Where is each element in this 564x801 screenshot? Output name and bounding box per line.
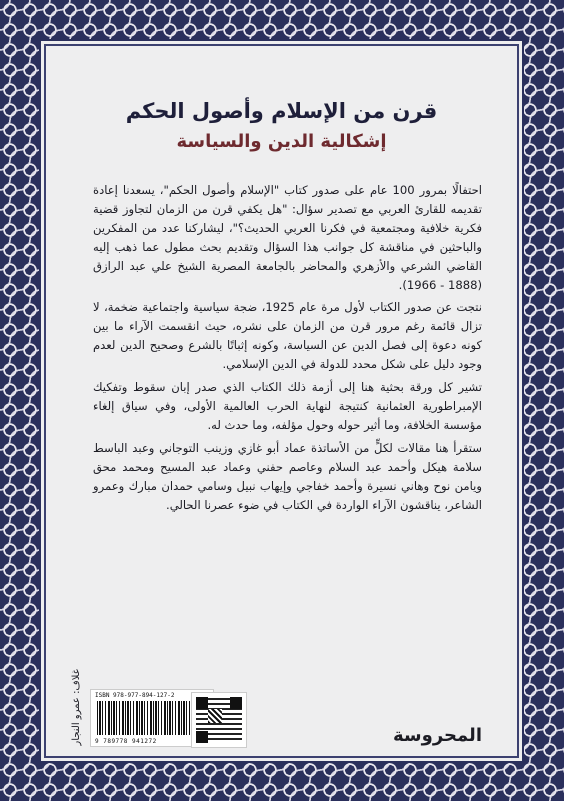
blurb-paragraph: نتجت عن صدور الكتاب لأول مرة عام 1925، ضجة سياسية واجتماعية ضخمة، لا تزال قائمة رغم مرور قرن من الزمان على نشره، حيث انقسمت الآراء ما بين كونه دعوة إلى فصل الدين عن السياسة، وكونه إثباتًا بالشرع وصحيح الدين لعدم وجود دليل على شكل محدد للدولة في الدين الإسلامي. <box>93 300 482 372</box>
publisher-logo: المحروسة <box>393 725 482 746</box>
qr-center-pattern <box>208 709 222 723</box>
book-title: قرن من الإسلام وأصول الحكم <box>125 99 438 123</box>
blurb-paragraph: تشير كل ورقة بحثية هنا إلى أزمة ذلك الكتاب الذي صدر إبان سقوط وتفكيك الإمبراطورية العثمانية كنتيجة لنهاية الحرب العالمية الأولى، وفي سياق إلغاء مؤسسة الخلافة، وما أثير حوله وحول مؤلفه، وما حدث له. <box>93 380 482 432</box>
isbn-label: ISBN 978-977-894-127-2 <box>95 692 175 699</box>
blurb-paragraph: ستقرأ هنا مقالات لكلٍّ من الأساتذة عماد أبو غازي وزينب التوجاني وعبد الباسط سلامة هيكل وأحمد عبد السلام وعاصم حفني وعماد عبد المسيح ومحمد محق ويامن نوح وهاني نسيرة وأحمد خفاجي وإيهاب نبيل وسامي حمدان مبارك وعمرو الشاعر، يناقشون الآراء الواردة في الكتاب في ضوء عصرنا الحالي. <box>93 440 482 512</box>
qr-code <box>191 692 247 748</box>
text-panel <box>39 39 524 763</box>
blurb <box>93 181 482 518</box>
book-subtitle: إشكالية الدين والسياسة <box>176 131 387 152</box>
blurb-paragraph: احتفالًا بمرور 100 عام على صدور كتاب "الإسلام وأصول الحكم"، يسعدنا إعادة تقديمه للقارئ العربي مع تصدير سؤال: "هل يكفي قرن من الزمان لتجاوز قضية فكرية خلافية ومجتمعية في فكرنا العربي الحديث؟"، ليشاركنا عدد من المفكرين والباحثين في مناقشة كل جوانب هذا السؤال وتقديم بحث مطول عما ذهب إليه القاضي الشرعي والأزهري والمحاضر بالجامعة المصرية الشيخ علي عبد الرازق (1888 - 1966). <box>93 183 482 292</box>
cover-designer-credit: غلاف: عمرو النجار <box>71 669 82 746</box>
isbn-digits: 9 789778 941272 <box>95 738 157 745</box>
